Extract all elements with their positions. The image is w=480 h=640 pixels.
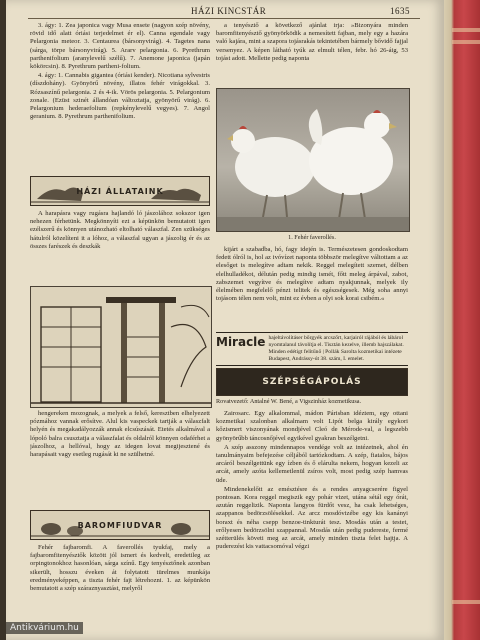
paragraph: kijárt a szabadba, hó, fagy idején is. Természetesen gondoskodtam fedett ólról is, hol az ivóvízet naponta többször melegítve váltottam a az elesőget is melegítve adtam nekik. Reggel melegített szemet, délben elelhulladékot, délután pedig mindig ismét, főtt meleg árpával, zabot, zabszemet vegyítve és melegítve adtam nyakjunnak, melyek ily élelmében megfelelő pénzt telitek és egészségesek. Még soha annyi tojásom télen nem volt, mint ez évben a olyi sok korai csibém.« (216, 246, 408, 303)
magazine-page (6, 0, 444, 640)
banner-szepsegapolas (216, 368, 408, 396)
col2-top-text (216, 22, 408, 86)
col2-bottom-text (216, 410, 408, 636)
paragraph: 4. ágy: 1. Cannabis gigantea (óriási kender). Nicotiana sylvestris (díszdohány). Gyönyörű növény, illatos fehér virágokkal. 3. Rózsaszínű pelargonia. 2 és 4-ik. Vörös pelargonia. 5. Pelargonium zonale. (Ezüst szinét állandóan változtatja, gyönyörű virág). 6. Pelargonium hederaefolium (repkénylevelű vegyes). 7. Angol geranium. 8. Pyrethrum parthenifolium. (30, 72, 210, 121)
stable-partition-illustration (30, 286, 212, 408)
banner-label: SZÉPSÉGÁPOLÁS (262, 377, 362, 387)
editor-line (216, 398, 408, 408)
col2-mid-text (216, 246, 408, 330)
paragraph: a tenyésztő a következő ajánlat irja: »Bizonyára minden baromfitenyésztő gyönyörködik a nemesített fajban, mely egy a hazára való kajára, mint a szapora tojásrakás tekintetében bármely bővidő fajjal versenyez. A képen látható tyúk az elmult télen, febr. hó 26-áig, 53 tojást adott. Mellette pedig naponta (216, 22, 408, 62)
banner-label: HÁZI ÁLLATAINK (76, 186, 164, 196)
watermark: Antikvárium.hu (6, 622, 83, 634)
col1-lower-text (30, 410, 210, 506)
hens-photo (217, 89, 409, 231)
miracle-advertisement (216, 332, 408, 366)
paragraph: Fehér fajbaromfi. A faverollés tyukfaj, mely a fajbaromfitenyésztők között jól ismert és kedvelt, eredetileg az orpingtonokhoz hasonlóan, sárga színű. Egy tenyésztőnek azonban sikerült, hosszu éveken át folytatott türelmes munkája eredményeképpen, a tiszta fehér fajt létrehozni. 1. az képünkön bemutatott a szép száraznyasztást, melyről (30, 544, 210, 593)
white-hens-photo (216, 88, 410, 232)
ad-brand: Miracle (216, 335, 266, 349)
paragraph: 3. ágy: 1. Zea japonica vagy Musa ensete (nagyon szép növény, rövid idő alatt óriási terjedelmet ér el). Canna egendale vagy Pelargonia meteor. 3. Centaurea (bársonyvirág). 4. Tagetes nana (sárga, törpe bársonyvirág). 5. Ararv pelargonia. 6. Pyrethrum parthenifolium (aranylevelű szélű). 7. Anemone japonica (japán kökörcsin). 8. Pyrethrum partheni-folium. (30, 22, 210, 71)
paragraph: A harapásra vagy rugásra hajlandó ló jászolához sokszor igen nehezen férhetünk. Megkönnyíti ezt a képünkön bemutatott igen ezélszerű és könnyen utánozható eltolható válaszfal. Zen szükséges hátulról közelíteni it a lóhoz, a válaszfal ugyan a jászolig ér és az összes farészek és deszkák (30, 210, 210, 250)
banner-baromfiudvar (30, 510, 210, 540)
banner-label: BAROMFIUDVAR (77, 520, 163, 530)
running-head (6, 4, 444, 18)
header-rule (28, 18, 420, 19)
paragraph: hengereken mozognak, a melyek a felső, keresztben elhelyezett pózmához vannak erősítve. Alul kis vaspeckek tartják a válaszfalt helyén és megakadályozzák annak elcsúszását. Etetés alkalmával a lópoló balra csusztatja a válaszfalat és oldalról könnyen odaférhet a jászolhoz, a hellóval, hogy az idegen lovat megijesztené és harapásait vagy esetleg rugását ki ne szülhetné. (30, 410, 210, 459)
banner-hazi-allataink (30, 176, 210, 206)
paragraph: Mindenekelőtt az emésztésre és a rendes anyagcserére figyel pontosan. Kora reggel megiszik egy pohár vizet, utána sétál egy órát, azután reggelizik. Naponta langyos fürdőt vesz, ha csak lehetséges, azappanos bedörzsölésekkel. Az arcz mosdóvizébe egy kis kanányi boraxt és néha csepp benzoe-tinkturát tesz. Mosdás után a testet, erőlyesen bedörzsölni szappannal. Mosdás után pedig pudereste, fermé szétterülés követi meg az arcát, amely minden tiszta felet hajtja. A puderezést kis vattacsomóval végzi (216, 485, 408, 551)
paragraph: Zairosarc. Egy alkalommal, mádon Párisban idéztem, egy ottani kozmetikai szalonban alkalmam volt Lipót belga király egykori kőzismert viszonyának mondjével Cleó de Mérode-val, a legszebb gyönyörűbb táncosnőjével egyikével gyakran beszélgetni. (216, 410, 408, 442)
running-head-title: HÁZI KINCSTÁR (191, 6, 267, 16)
page-number: 1635 (390, 6, 410, 16)
photo-caption: 1. Fehér faverollés. (288, 234, 336, 241)
book-spine (444, 0, 480, 640)
spine-band (452, 600, 480, 604)
editor-credit: Rovatvezető: Antalné W. Bené, a Vigszinház kozmetikusa. (216, 398, 362, 405)
spine-band (452, 40, 480, 44)
paragraph: A szép asszony mindennapos vendége volt az intézetnek, ahol én tanulmányaim befejezése céljából tartózkodtam. A szép, fiatalos, bájos arcáról beszélgettünk egy ízben és ő elárulta nekem, hogyan kezeli az arcát, amely azóta kellemetlenül zsíros volt, most pedig szép hamvas üde. (216, 443, 408, 484)
col1-mid-text (30, 210, 210, 282)
col1-top-text (30, 22, 210, 172)
ad-text: hajeltávolításer bőrgyék arcszőrt, karjairól rájából és lábárol nyomtalanul távolítja el. Tisztán kezelve, illemb hajszálakat. Minden edétigt felitűnő | Pollák Sarolta kozmetikai intézete Budapest, Andrássy-út 38. szám, I. emelet. (268, 335, 404, 362)
stable-drawing (31, 287, 211, 407)
spine-band (452, 28, 480, 32)
